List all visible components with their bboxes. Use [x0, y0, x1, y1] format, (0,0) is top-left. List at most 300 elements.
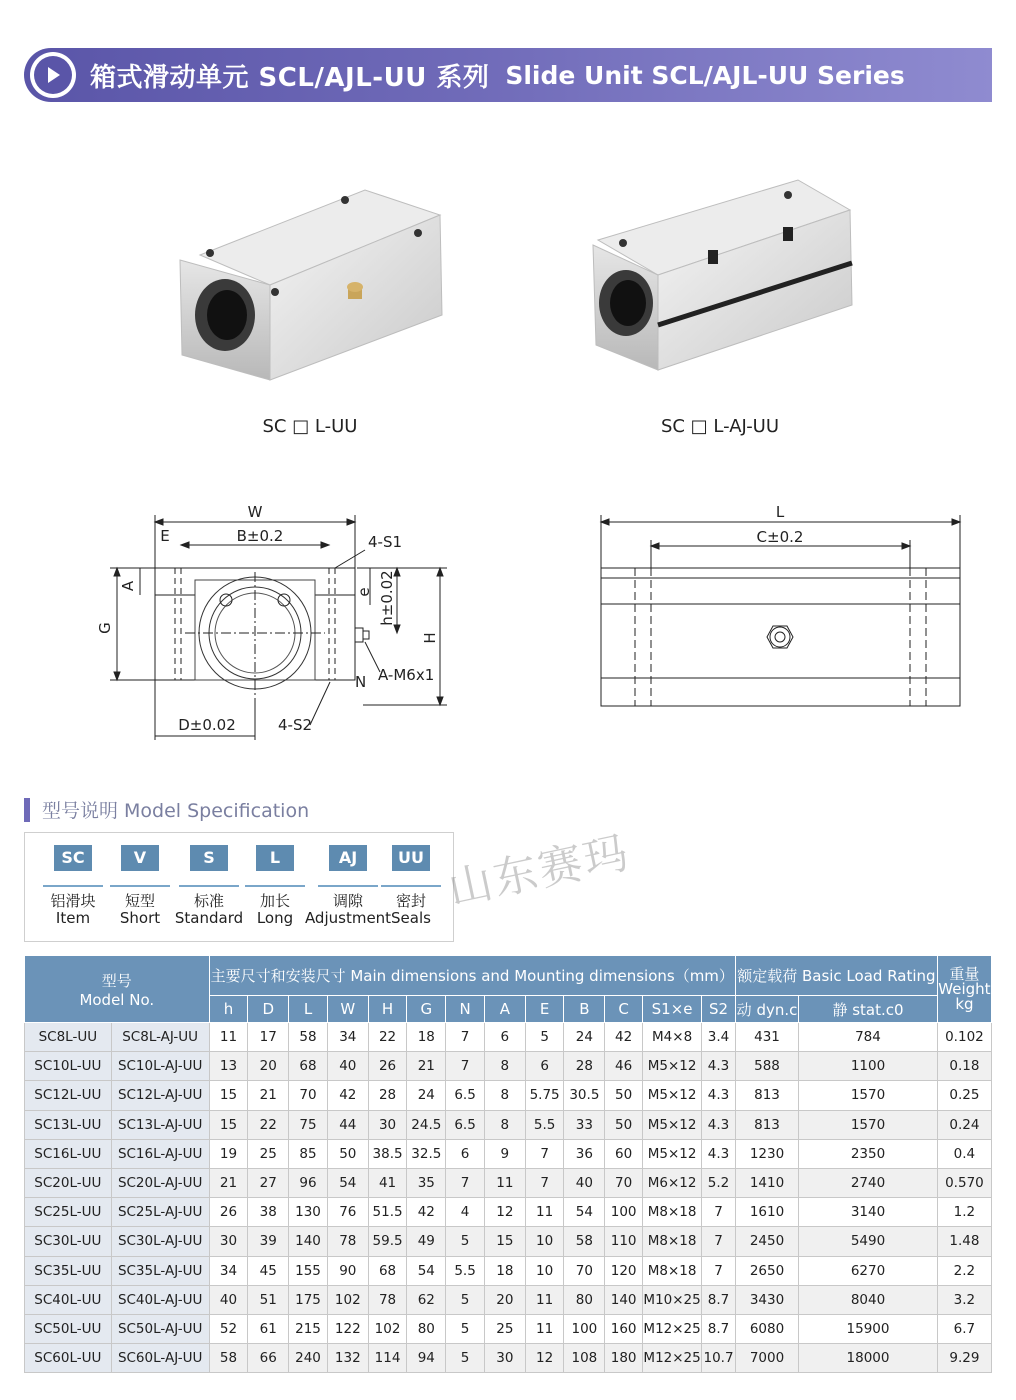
table-row — [25, 1227, 992, 1256]
value-cell: 102 — [327, 1285, 368, 1314]
value-cell: 39 — [248, 1227, 289, 1256]
table-row — [25, 1314, 992, 1343]
model-cell: SC40L-AJ-UU — [111, 1285, 209, 1314]
value-cell: 41 — [368, 1168, 407, 1197]
value-cell: 11 — [209, 1023, 248, 1052]
spec-cn: 密封 — [395, 892, 426, 910]
value-cell: 155 — [289, 1256, 328, 1285]
dim-g-label: G — [96, 622, 114, 634]
value-cell: 50 — [605, 1081, 643, 1110]
value-cell: 12 — [525, 1344, 564, 1373]
model-spec-heading — [24, 796, 309, 823]
value-cell: 140 — [289, 1227, 328, 1256]
value-cell: 70 — [605, 1168, 643, 1197]
value-cell: 68 — [368, 1256, 407, 1285]
dim-c-label: C±0.2 — [756, 528, 804, 546]
spec-en: Long — [256, 909, 294, 927]
value-cell: 9.29 — [937, 1344, 991, 1373]
dim-n-label: N — [355, 673, 367, 691]
table-row — [25, 1198, 992, 1227]
column-header: N — [446, 996, 485, 1023]
value-cell: 76 — [327, 1198, 368, 1227]
value-cell: 8040 — [799, 1285, 938, 1314]
value-cell: 6.5 — [446, 1081, 485, 1110]
value-cell: M12×25 — [643, 1344, 702, 1373]
value-cell: 30 — [368, 1110, 407, 1139]
value-cell: 3140 — [799, 1198, 938, 1227]
model-cell: SC12L-AJ-UU — [111, 1081, 209, 1110]
value-cell: 5 — [446, 1227, 485, 1256]
value-cell: 588 — [735, 1052, 798, 1081]
value-cell: 68 — [289, 1052, 328, 1081]
dim-e-small-label: e — [355, 587, 373, 597]
value-cell: 49 — [407, 1227, 446, 1256]
spec-item-v — [110, 845, 170, 927]
value-cell: 10.7 — [702, 1344, 736, 1373]
value-cell: 0.25 — [937, 1081, 991, 1110]
value-cell: 4.3 — [702, 1110, 736, 1139]
dim-s2-label: 4-S2 — [278, 716, 313, 734]
column-header: S2 — [702, 996, 736, 1023]
value-cell: 2740 — [799, 1168, 938, 1197]
value-cell: 6 — [446, 1139, 485, 1168]
value-cell: 122 — [327, 1314, 368, 1343]
value-cell: 10 — [525, 1227, 564, 1256]
value-cell: 40 — [564, 1168, 605, 1197]
value-cell: 32.5 — [407, 1139, 446, 1168]
value-cell: M10×25 — [643, 1285, 702, 1314]
value-cell: M4×8 — [643, 1023, 702, 1052]
model-spec-title: 型号说明 Model Specification — [42, 800, 310, 822]
model-cell: SC8L-AJ-UU — [111, 1023, 209, 1052]
column-header: C — [605, 996, 643, 1023]
value-cell: 44 — [327, 1110, 368, 1139]
model-cell: SC50L-AJ-UU — [111, 1314, 209, 1343]
value-cell: 30.5 — [564, 1081, 605, 1110]
model-cell: SC35L-AJ-UU — [111, 1256, 209, 1285]
value-cell: 114 — [368, 1344, 407, 1373]
value-cell: 0.4 — [937, 1139, 991, 1168]
dims-header: 主要尺寸和安装尺寸 Main dimensions and Mounting dimensions（mm） — [209, 956, 735, 996]
spec-cn: 调隙 — [332, 892, 363, 910]
value-cell: M5×12 — [643, 1139, 702, 1168]
value-cell: 7 — [446, 1052, 485, 1081]
value-cell: 59.5 — [368, 1227, 407, 1256]
value-cell: 1410 — [735, 1168, 798, 1197]
table-row — [25, 1168, 992, 1197]
value-cell: 15900 — [799, 1314, 938, 1343]
value-cell: 1230 — [735, 1139, 798, 1168]
model-cell: SC20L-UU — [25, 1168, 112, 1197]
value-cell: 21 — [209, 1168, 248, 1197]
spec-en: Standard — [174, 909, 244, 927]
value-cell: 40 — [209, 1285, 248, 1314]
spec-code: SC — [54, 845, 92, 871]
product-image-scl-uu — [170, 175, 450, 390]
value-cell: 38.5 — [368, 1139, 407, 1168]
value-cell: 94 — [407, 1344, 446, 1373]
column-header: W — [327, 996, 368, 1023]
model-spec-box — [24, 832, 454, 942]
front-view-drawing — [95, 500, 455, 745]
value-cell: 42 — [327, 1081, 368, 1110]
model-cell: SC20L-AJ-UU — [111, 1168, 209, 1197]
value-cell: M5×12 — [643, 1052, 702, 1081]
value-cell: 58 — [209, 1344, 248, 1373]
value-cell: 110 — [605, 1227, 643, 1256]
column-header: D — [248, 996, 289, 1023]
header-banner — [24, 48, 992, 102]
value-cell: 5.5 — [446, 1256, 485, 1285]
table-row — [25, 1285, 992, 1314]
value-cell: 7 — [702, 1198, 736, 1227]
value-cell: 5 — [446, 1314, 485, 1343]
value-cell: 22 — [248, 1110, 289, 1139]
value-cell: 5 — [525, 1023, 564, 1052]
value-cell: 0.102 — [937, 1023, 991, 1052]
value-cell: 54 — [327, 1168, 368, 1197]
value-cell: 2.2 — [937, 1256, 991, 1285]
spec-code: UU — [392, 845, 430, 871]
value-cell: 21 — [248, 1081, 289, 1110]
model-cell: SC12L-UU — [25, 1081, 112, 1110]
side-view-drawing — [595, 500, 970, 715]
value-cell: 4.3 — [702, 1052, 736, 1081]
value-cell: 50 — [327, 1139, 368, 1168]
value-cell: M5×12 — [643, 1110, 702, 1139]
column-header: h — [209, 996, 248, 1023]
value-cell: 8.7 — [702, 1285, 736, 1314]
model-cell: SC10L-UU — [25, 1052, 112, 1081]
value-cell: 4.3 — [702, 1081, 736, 1110]
page-title-cn: 箱式滑动单元 SCL/AJL-UU 系列 — [90, 62, 490, 93]
spec-en: Short — [119, 909, 161, 927]
spec-en: Adjustment — [304, 909, 392, 927]
column-header: 动 dyn.c — [735, 996, 798, 1023]
spec-item-l — [245, 845, 305, 927]
spec-code: L — [256, 845, 294, 871]
table-row — [25, 1110, 992, 1139]
value-cell: 1.48 — [937, 1227, 991, 1256]
model-cell: SC30L-UU — [25, 1227, 112, 1256]
column-header: B — [564, 996, 605, 1023]
spec-cn: 铝滑块 — [50, 892, 96, 910]
value-cell: M8×18 — [643, 1256, 702, 1285]
dimension-table — [24, 955, 992, 1373]
value-cell: 8 — [484, 1052, 525, 1081]
model-cell: SC13L-AJ-UU — [111, 1110, 209, 1139]
value-cell: 1570 — [799, 1081, 938, 1110]
value-cell: 5.2 — [702, 1168, 736, 1197]
model-cell: SC25L-AJ-UU — [111, 1198, 209, 1227]
value-cell: 70 — [564, 1256, 605, 1285]
value-cell: 11 — [525, 1314, 564, 1343]
dim-s1-label: 4-S1 — [367, 533, 403, 551]
dim-h-label: h±0.02 — [378, 570, 396, 626]
value-cell: 46 — [605, 1052, 643, 1081]
value-cell: 3.2 — [937, 1285, 991, 1314]
value-cell: 8 — [484, 1110, 525, 1139]
heading-bar — [24, 798, 30, 822]
spec-item-uu — [381, 845, 441, 927]
model-cell: SC50L-UU — [25, 1314, 112, 1343]
model-cell: SC25L-UU — [25, 1198, 112, 1227]
value-cell: 28 — [368, 1081, 407, 1110]
value-cell: 22 — [368, 1023, 407, 1052]
value-cell: 5.5 — [525, 1110, 564, 1139]
value-cell: 5490 — [799, 1227, 938, 1256]
play-arrow-icon — [30, 52, 76, 98]
value-cell: 51.5 — [368, 1198, 407, 1227]
value-cell: 90 — [327, 1256, 368, 1285]
value-cell: 6 — [484, 1023, 525, 1052]
value-cell: 27 — [248, 1168, 289, 1197]
value-cell: 28 — [564, 1052, 605, 1081]
value-cell: 45 — [248, 1256, 289, 1285]
value-cell: 215 — [289, 1314, 328, 1343]
dim-w-label: W — [247, 503, 263, 521]
value-cell: 2350 — [799, 1139, 938, 1168]
value-cell: 10 — [525, 1256, 564, 1285]
value-cell: 3430 — [735, 1285, 798, 1314]
spec-code: S — [190, 845, 228, 871]
dim-a-label: A — [119, 580, 137, 592]
value-cell: 7000 — [735, 1344, 798, 1373]
value-cell: 130 — [289, 1198, 328, 1227]
value-cell: 18 — [484, 1256, 525, 1285]
value-cell: 2450 — [735, 1227, 798, 1256]
value-cell: M5×12 — [643, 1081, 702, 1110]
column-header: 静 stat.c0 — [799, 996, 938, 1023]
value-cell: 19 — [209, 1139, 248, 1168]
value-cell: 6270 — [799, 1256, 938, 1285]
value-cell: 21 — [407, 1052, 446, 1081]
value-cell: 24 — [407, 1081, 446, 1110]
value-cell: 180 — [605, 1344, 643, 1373]
value-cell: 13 — [209, 1052, 248, 1081]
dim-e-label: E — [160, 527, 170, 545]
column-header: A — [484, 996, 525, 1023]
model-cell: SC16L-AJ-UU — [111, 1139, 209, 1168]
value-cell: 30 — [484, 1344, 525, 1373]
value-cell: 40 — [327, 1052, 368, 1081]
value-cell: 34 — [209, 1256, 248, 1285]
value-cell: 2650 — [735, 1256, 798, 1285]
value-cell: 160 — [605, 1314, 643, 1343]
model-cell: SC13L-UU — [25, 1110, 112, 1139]
value-cell: 11 — [525, 1198, 564, 1227]
value-cell: 11 — [484, 1168, 525, 1197]
product-image-scl-aj-uu — [588, 175, 858, 380]
dim-l-label: L — [775, 503, 785, 521]
dim-b-label: B±0.2 — [236, 527, 284, 545]
value-cell: 6080 — [735, 1314, 798, 1343]
spec-item-sc — [43, 845, 103, 927]
column-header: L — [289, 996, 328, 1023]
spec-cn: 标准 — [193, 892, 224, 910]
spec-cn: 短型 — [124, 892, 155, 910]
value-cell: 20 — [484, 1285, 525, 1314]
table-row — [25, 1081, 992, 1110]
value-cell: 108 — [564, 1344, 605, 1373]
table-row — [25, 1256, 992, 1285]
value-cell: 100 — [564, 1314, 605, 1343]
value-cell: 50 — [605, 1110, 643, 1139]
value-cell: 30 — [209, 1227, 248, 1256]
value-cell: 58 — [289, 1023, 328, 1052]
value-cell: 18000 — [799, 1344, 938, 1373]
load-header: 额定载荷 Basic Load Rating — [735, 956, 937, 996]
value-cell: 5.75 — [525, 1081, 564, 1110]
value-cell: 42 — [605, 1023, 643, 1052]
product-caption-scl-uu: SC □ L-UU — [262, 416, 358, 437]
value-cell: 7 — [702, 1227, 736, 1256]
value-cell: 1.2 — [937, 1198, 991, 1227]
value-cell: 1100 — [799, 1052, 938, 1081]
value-cell: M8×18 — [643, 1198, 702, 1227]
value-cell: 1570 — [799, 1110, 938, 1139]
table-row — [25, 1139, 992, 1168]
value-cell: 132 — [327, 1344, 368, 1373]
value-cell: 240 — [289, 1344, 328, 1373]
value-cell: 1610 — [735, 1198, 798, 1227]
value-cell: 120 — [605, 1256, 643, 1285]
value-cell: 80 — [564, 1285, 605, 1314]
value-cell: 61 — [248, 1314, 289, 1343]
weight-header: 重量 Weight kg — [937, 956, 991, 1023]
value-cell: 11 — [525, 1285, 564, 1314]
model-cell: SC35L-UU — [25, 1256, 112, 1285]
value-cell: 51 — [248, 1285, 289, 1314]
value-cell: 33 — [564, 1110, 605, 1139]
model-cell: SC16L-UU — [25, 1139, 112, 1168]
value-cell: 7 — [446, 1168, 485, 1197]
value-cell: 7 — [525, 1168, 564, 1197]
value-cell: 431 — [735, 1023, 798, 1052]
dim-h-total-label: H — [421, 632, 439, 644]
value-cell: 20 — [248, 1052, 289, 1081]
value-cell: M8×18 — [643, 1227, 702, 1256]
value-cell: 3.4 — [702, 1023, 736, 1052]
value-cell: 78 — [368, 1285, 407, 1314]
value-cell: 24 — [564, 1023, 605, 1052]
spec-code: V — [121, 845, 159, 871]
column-header: E — [525, 996, 564, 1023]
spec-cn: 加长 — [259, 892, 290, 910]
value-cell: 36 — [564, 1139, 605, 1168]
value-cell: 5 — [446, 1344, 485, 1373]
value-cell: 6.7 — [937, 1314, 991, 1343]
model-cell: SC10L-AJ-UU — [111, 1052, 209, 1081]
table-row — [25, 1052, 992, 1081]
product-caption-scl-aj-uu: SC □ L-AJ-UU — [660, 416, 780, 437]
table-row — [25, 1023, 992, 1052]
model-cell: SC30L-AJ-UU — [111, 1227, 209, 1256]
value-cell: 78 — [327, 1227, 368, 1256]
value-cell: 12 — [484, 1198, 525, 1227]
column-header: H — [368, 996, 407, 1023]
value-cell: 62 — [407, 1285, 446, 1314]
value-cell: 15 — [209, 1081, 248, 1110]
value-cell: 75 — [289, 1110, 328, 1139]
spec-en: Seals — [391, 909, 431, 927]
value-cell: 100 — [605, 1198, 643, 1227]
value-cell: 54 — [564, 1198, 605, 1227]
value-cell: 0.18 — [937, 1052, 991, 1081]
value-cell: 24.5 — [407, 1110, 446, 1139]
model-cell: SC40L-UU — [25, 1285, 112, 1314]
value-cell: 6 — [525, 1052, 564, 1081]
value-cell: 85 — [289, 1139, 328, 1168]
dim-am-label: A-M6x1 — [378, 666, 435, 684]
value-cell: 58 — [564, 1227, 605, 1256]
value-cell: 26 — [209, 1198, 248, 1227]
value-cell: 102 — [368, 1314, 407, 1343]
value-cell: 813 — [735, 1081, 798, 1110]
value-cell: 8 — [484, 1081, 525, 1110]
model-cell: SC60L-AJ-UU — [111, 1344, 209, 1373]
value-cell: 60 — [605, 1139, 643, 1168]
value-cell: 813 — [735, 1110, 798, 1139]
value-cell: 784 — [799, 1023, 938, 1052]
value-cell: 0.24 — [937, 1110, 991, 1139]
value-cell: 8.7 — [702, 1314, 736, 1343]
spec-item-s — [173, 845, 245, 927]
value-cell: 17 — [248, 1023, 289, 1052]
value-cell: 15 — [484, 1227, 525, 1256]
page-title-en: Slide Unit SCL/AJL-UU Series — [505, 60, 905, 90]
value-cell: 7 — [446, 1023, 485, 1052]
value-cell: 26 — [368, 1052, 407, 1081]
column-header: S1×e — [643, 996, 702, 1023]
value-cell: 38 — [248, 1198, 289, 1227]
value-cell: 18 — [407, 1023, 446, 1052]
spec-en: Item — [55, 909, 91, 927]
value-cell: 0.570 — [937, 1168, 991, 1197]
value-cell: 6.5 — [446, 1110, 485, 1139]
spec-code: AJ — [329, 845, 367, 871]
value-cell: 25 — [248, 1139, 289, 1168]
column-header: G — [407, 996, 446, 1023]
value-cell: 42 — [407, 1198, 446, 1227]
value-cell: 5 — [446, 1285, 485, 1314]
value-cell: 34 — [327, 1023, 368, 1052]
model-cell: SC8L-UU — [25, 1023, 112, 1052]
table-row — [25, 1344, 992, 1373]
model-cell: SC60L-UU — [25, 1344, 112, 1373]
value-cell: 70 — [289, 1081, 328, 1110]
value-cell: 80 — [407, 1314, 446, 1343]
value-cell: 175 — [289, 1285, 328, 1314]
value-cell: M12×25 — [643, 1314, 702, 1343]
value-cell: 35 — [407, 1168, 446, 1197]
value-cell: 7 — [702, 1256, 736, 1285]
value-cell: 54 — [407, 1256, 446, 1285]
spec-item-aj — [303, 845, 393, 927]
value-cell: 96 — [289, 1168, 328, 1197]
value-cell: 140 — [605, 1285, 643, 1314]
value-cell: 25 — [484, 1314, 525, 1343]
value-cell: 15 — [209, 1110, 248, 1139]
watermark: 山东赛玛 — [443, 827, 635, 916]
value-cell: 4.3 — [702, 1139, 736, 1168]
value-cell: 9 — [484, 1139, 525, 1168]
model-header: 型号 Model No. — [25, 956, 210, 1023]
value-cell: 4 — [446, 1198, 485, 1227]
value-cell: 66 — [248, 1344, 289, 1373]
dim-d-label: D±0.02 — [178, 716, 236, 734]
value-cell: M6×12 — [643, 1168, 702, 1197]
